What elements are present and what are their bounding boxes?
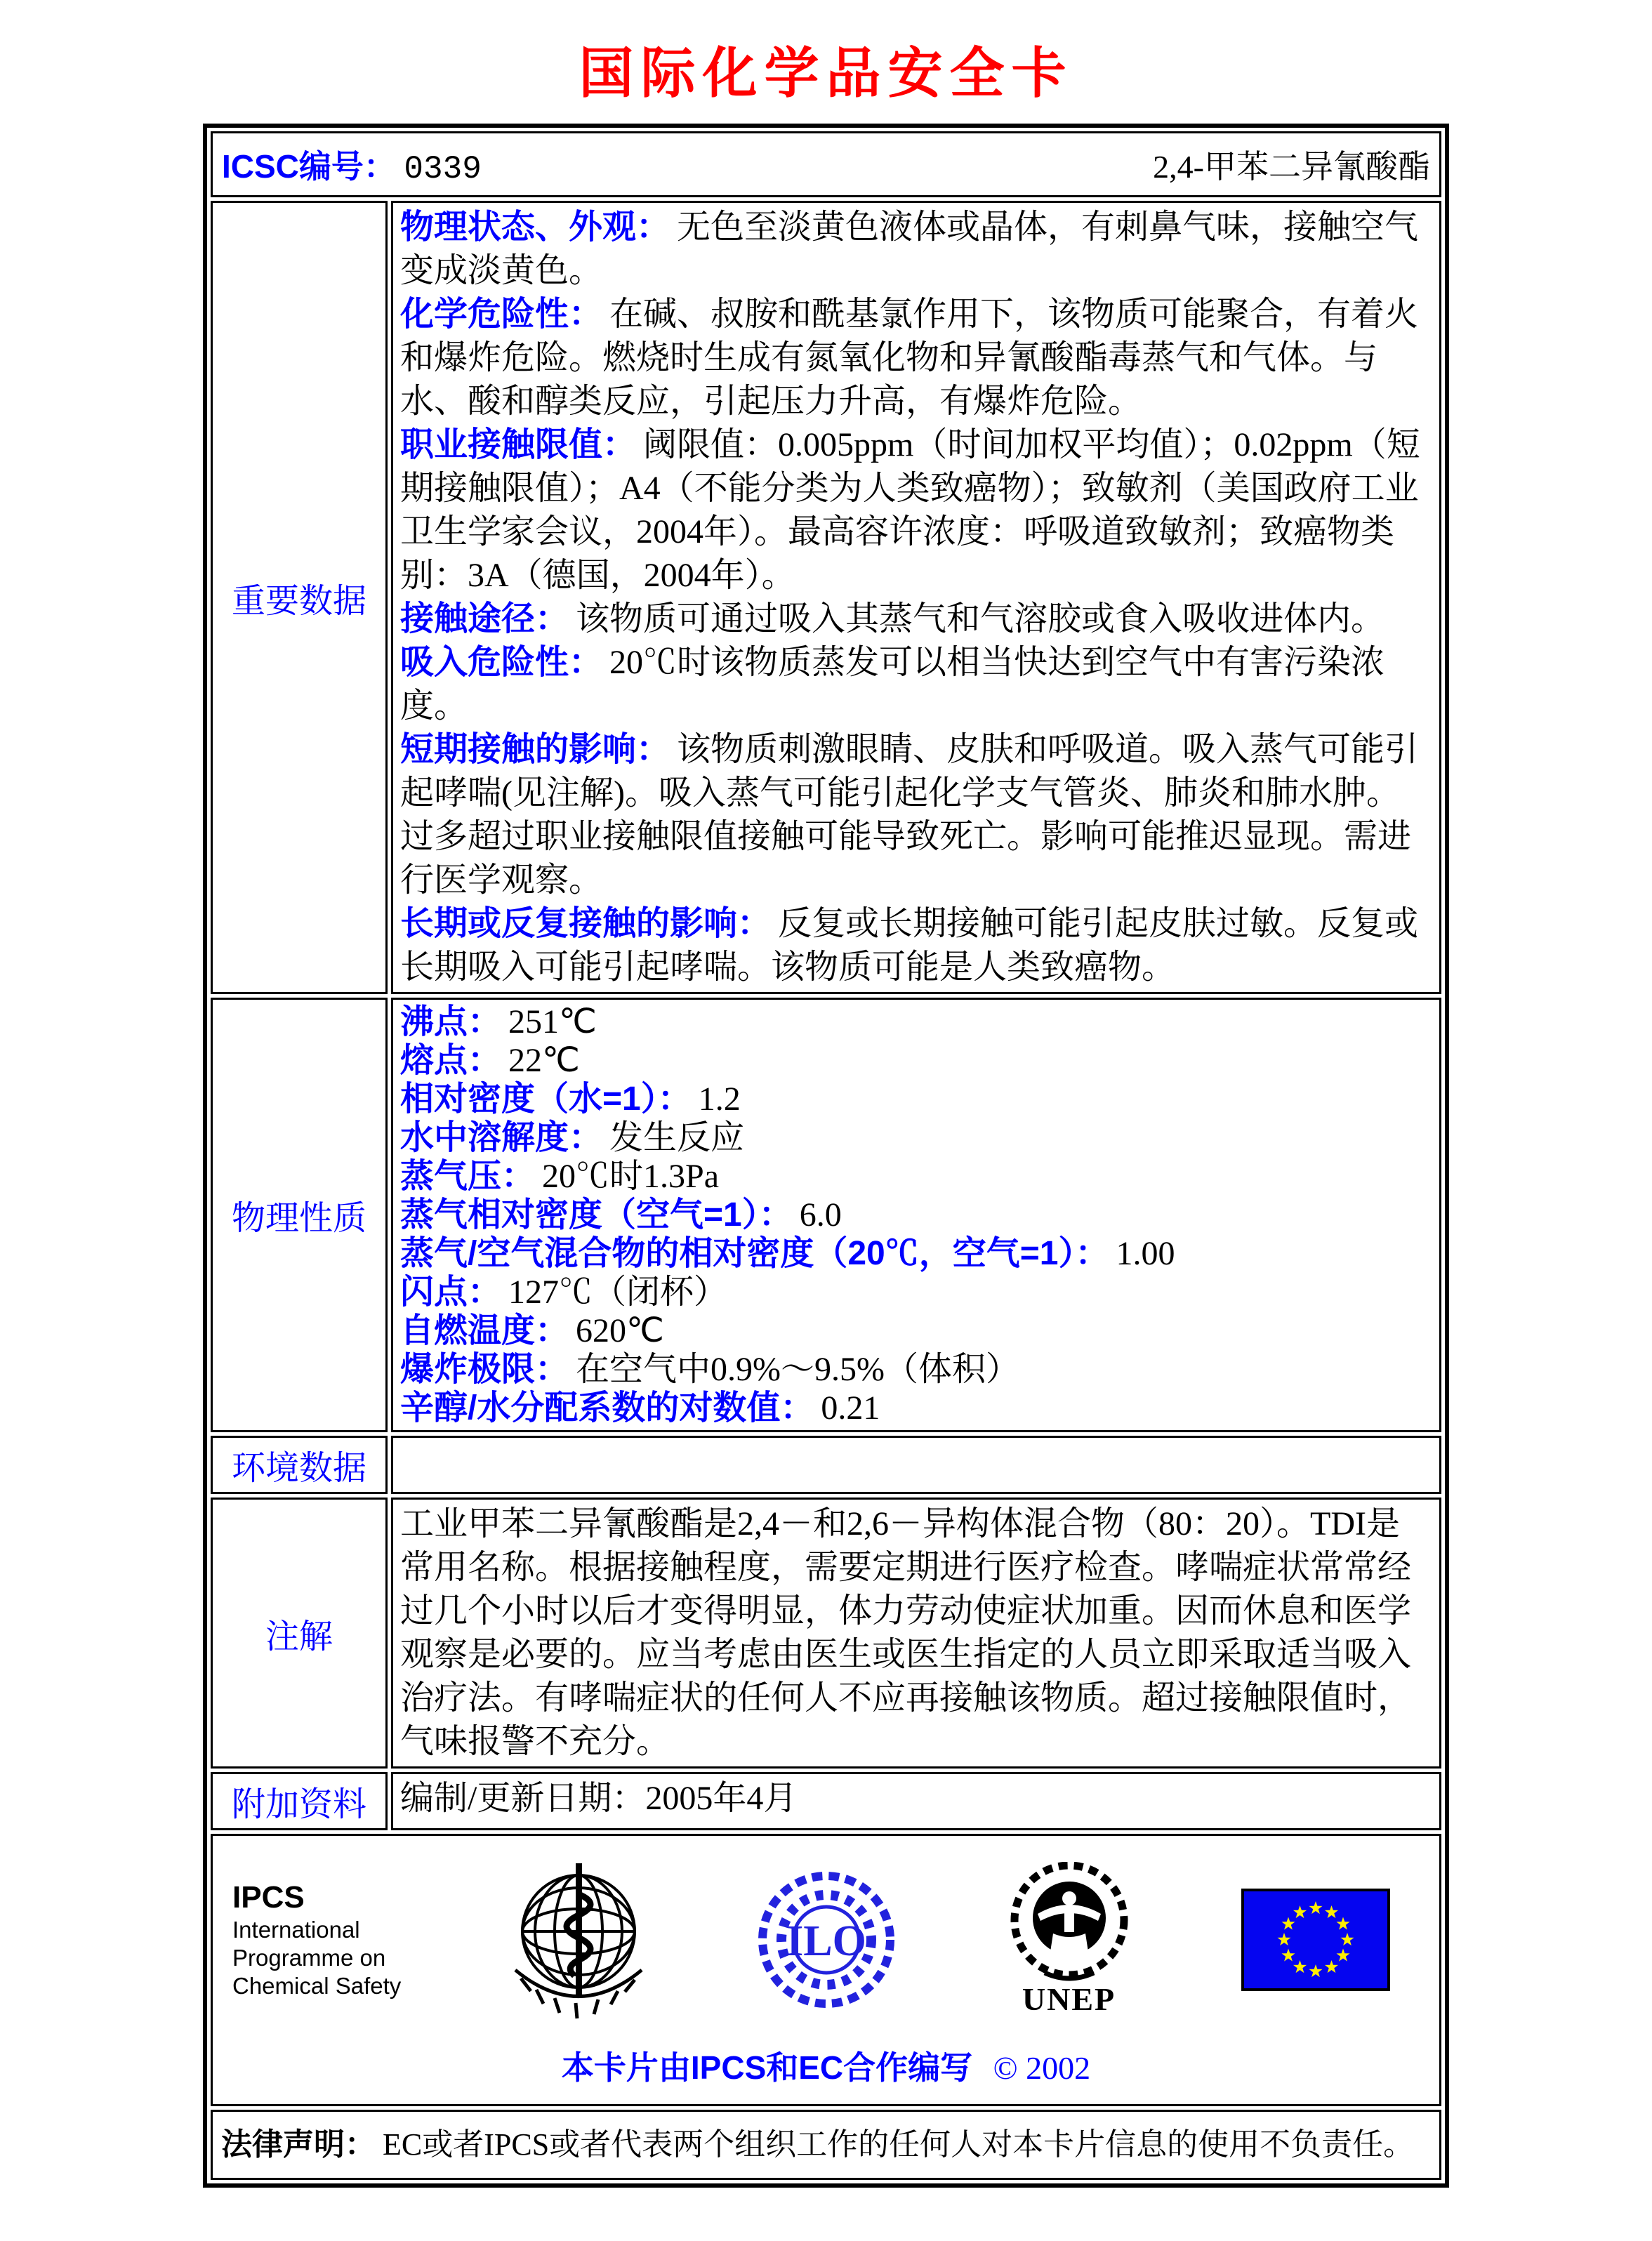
item-text: 1.00 (1116, 1235, 1175, 1272)
section-label-notes: 注解 (211, 1498, 388, 1769)
section-content-important-data (391, 201, 1441, 994)
credit-line (220, 2024, 1432, 2098)
ipcs-line-1: International (232, 1917, 360, 1943)
item-text: 无色至淡黄色液体或晶体，有刺鼻气味，接触空气变成淡黄色。 (400, 209, 1419, 289)
item-text: 该物质刺激眼睛、皮肤和呼吸道。吸入蒸气可能引起哮喘(见注解)。吸入蒸气可能引起化学支气管炎、肺炎和肺水肿。过多超过职业接触限值接触可能导致死亡。影响可能推迟显现。需进行医学观察。 (400, 731, 1419, 899)
item-label: 吸入危险性： (400, 644, 603, 681)
header-cell (211, 131, 1441, 197)
section-label-environmental-data: 环境数据 (211, 1436, 388, 1494)
item-label: 职业接触限值： (400, 426, 637, 463)
item-label: 长期或反复接触的影响： (400, 905, 772, 942)
icsc-number-value: 0339 (404, 151, 482, 187)
logos-cell (211, 1834, 1441, 2106)
item-text: 反复或长期接触可能引起皮肤过敏。反复或长期吸入可能引起哮喘。该物质可能是人类致癌物。 (400, 905, 1419, 986)
physical-property-item (400, 1196, 1432, 1234)
section-label-important-data: 重要数据 (211, 201, 388, 994)
section-label-additional-info: 附加资料 (211, 1772, 388, 1830)
item-label: 接触途径： (400, 600, 569, 637)
item-label: 沸点： (400, 1003, 502, 1040)
unep-caption: UNEP (1022, 1981, 1116, 2017)
icsc-number-label: ICSC编号： (222, 148, 396, 185)
section-label-physical-properties: 物理性质 (211, 998, 388, 1432)
ipcs-line-3: Chemical Safety (232, 1973, 402, 1999)
physical-property-item (400, 1311, 1432, 1350)
ilo-logo (756, 1870, 897, 2010)
physical-property-item (400, 1350, 1432, 1389)
page-title: 国际化学品安全卡 (579, 43, 1073, 104)
additional-info-row (211, 1772, 1441, 1830)
item-text: 1.2 (698, 1080, 741, 1118)
logos-row (220, 1849, 1432, 2024)
notes-row (211, 1498, 1441, 1769)
important-data-item (400, 641, 1432, 728)
icsc-table (203, 124, 1449, 2188)
item-text: 该物质可通过吸入其蒸气和气溶胶或食入吸收进体内。 (576, 600, 1385, 637)
header-row (211, 131, 1441, 197)
legal-text: EC或者IPCS或者代表两个组织工作的任何人对本卡片信息的使用不负责任。 (383, 2127, 1415, 2162)
physical-property-item (400, 1389, 1432, 1427)
eu-flag (1241, 1889, 1390, 1991)
section-content-physical-properties (391, 998, 1441, 1432)
physical-property-item (400, 1003, 1432, 1041)
credit-copyright: © 2002 (993, 2050, 1091, 2086)
chemical-name: 2,4-甲苯二异氰酸酯 (1153, 149, 1430, 185)
item-label: 物理状态、外观： (400, 209, 670, 246)
notes-text: 工业甲苯二异氰酸酯是2,4－和2,6－异构体混合物（80：20）。TDI是常用名称。根据接触程度，需要定期进行医疗检查。哮喘症状常常经过几个小时以后才变得明显，体力劳动使症状加重。因而休息和医学观察是必要的。应当考虑由医生或医生指定的人员立即采取适当吸入治疗法。有哮喘症状的任何人不应再接触该物质。超过接触限值时，气味报警不充分。 (400, 1505, 1412, 1760)
item-text: 在空气中0.9%～9.5%（体积） (576, 1351, 1019, 1388)
important-data-item (400, 423, 1432, 597)
item-label: 相对密度（水=1）： (400, 1080, 692, 1118)
icsc-number-group (222, 141, 482, 187)
who-logo (500, 1858, 658, 2023)
additional-info-text: 编制/更新日期：2005年4月 (400, 1780, 798, 1817)
ipcs-line-2: Programme on (232, 1945, 386, 1971)
credit-text: 本卡片由IPCS和EC合作编写 (561, 2049, 973, 2086)
unep-logo-block (996, 1862, 1143, 2018)
item-text: 发生反应 (609, 1119, 745, 1156)
item-label: 蒸气压： (400, 1158, 536, 1195)
item-text: 127℃（闭杯） (508, 1274, 728, 1311)
important-data-item (400, 597, 1432, 641)
important-data-item (400, 293, 1432, 423)
item-text: 在碱、叔胺和酰基氯作用下，该物质可能聚合，有着火和爆炸危险。燃烧时生成有氮氧化物和异氰酸酯毒蒸气和气体。与水、酸和醇类反应，引起压力升高，有爆炸危险。 (400, 296, 1419, 420)
physical-property-item (400, 1157, 1432, 1196)
physical-property-item (400, 1080, 1432, 1118)
item-text: 0.21 (821, 1389, 880, 1427)
item-label: 辛醇/水分配系数的对数值： (400, 1389, 814, 1427)
item-text: 阈限值：0.005ppm（时间加权平均值）；0.02ppm（短期接触限值）；A4（不能分类为人类致癌物）；致敏剂（美国政府工业卫生学家会议，2004年）。最高容许浓度：呼吸道致敏剂；致癌物类别：3A（德国，2004年）。 (400, 426, 1420, 594)
item-text: 20℃时1.3Pa (542, 1158, 720, 1195)
ipcs-text-block (232, 1879, 401, 2000)
legal-row (211, 2110, 1441, 2180)
item-label: 化学危险性： (400, 296, 603, 333)
section-content-additional-info (391, 1772, 1441, 1830)
item-text: 251℃ (508, 1003, 597, 1040)
physical-properties-row (211, 998, 1441, 1432)
physical-property-item (400, 1041, 1432, 1080)
item-text: 6.0 (799, 1196, 842, 1234)
important-data-item (400, 902, 1432, 989)
important-data-row (211, 201, 1441, 994)
item-label: 熔点： (400, 1042, 502, 1079)
item-label: 自燃温度： (400, 1312, 569, 1349)
item-text: 20℃时该物质蒸发可以相当快达到空气中有害污染浓度。 (400, 644, 1385, 725)
important-data-item (400, 728, 1432, 902)
important-data-item (400, 206, 1432, 293)
physical-property-item (400, 1234, 1432, 1273)
item-label: 闪点： (400, 1274, 502, 1311)
item-label: 水中溶解度： (400, 1119, 603, 1156)
item-text: 22℃ (508, 1042, 580, 1079)
ilo-letters: ILO (786, 1917, 866, 1965)
item-label: 爆炸极限： (400, 1351, 569, 1388)
ipcs-acronym: IPCS (232, 1880, 305, 1915)
physical-property-item (400, 1273, 1432, 1311)
environmental-data-row (211, 1436, 1441, 1494)
logos-row-tr (211, 1834, 1441, 2106)
who-staff (576, 1863, 582, 1998)
legal-cell (211, 2110, 1441, 2180)
physical-property-item (400, 1118, 1432, 1157)
item-text: 620℃ (576, 1312, 664, 1349)
section-content-environmental-data (391, 1436, 1441, 1494)
legal-label: 法律声明： (221, 2127, 376, 2162)
unep-logo (996, 1862, 1143, 1985)
item-label: 蒸气/空气混合物的相对密度（20℃，空气=1）： (400, 1235, 1109, 1272)
item-label: 短期接触的影响： (400, 731, 670, 768)
item-label: 蒸气相对密度（空气=1）： (400, 1196, 793, 1234)
section-content-notes (391, 1498, 1441, 1769)
